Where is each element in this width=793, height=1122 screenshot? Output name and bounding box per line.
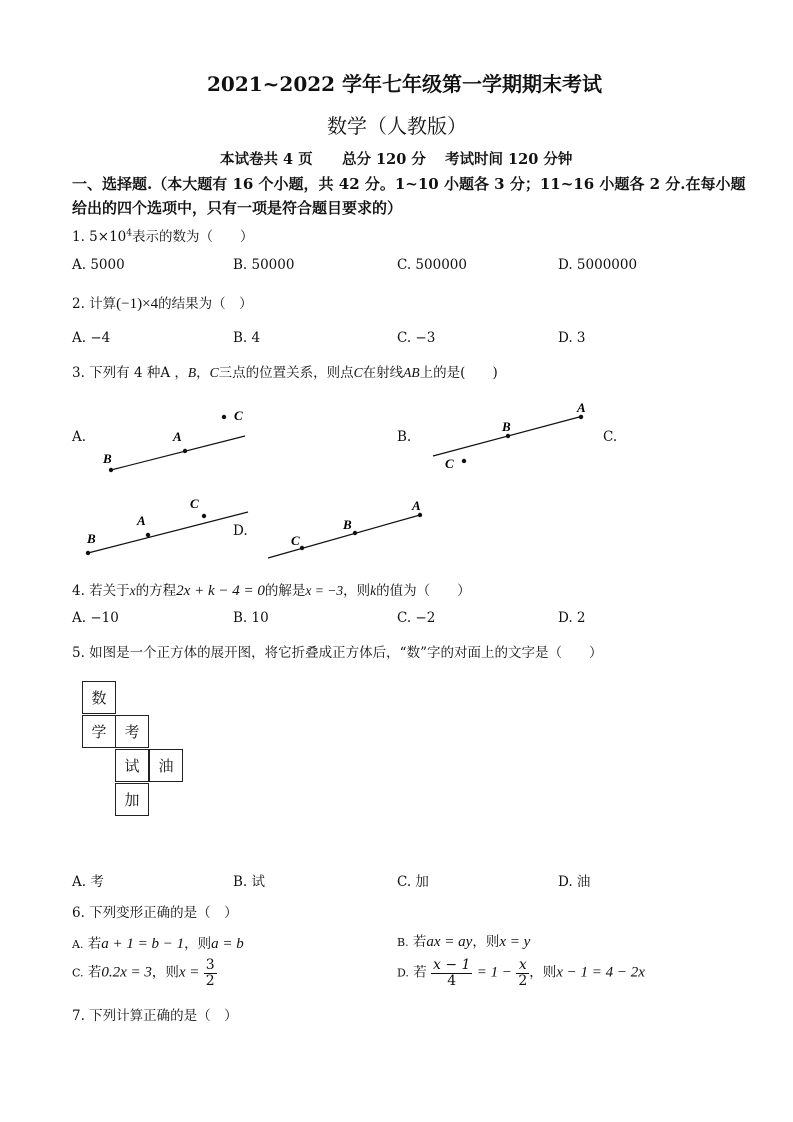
q4-text-e: 的值为（ ）	[376, 583, 471, 599]
figure-a-label-b: B	[103, 451, 112, 466]
info-pages: 本试卷共 4 页	[220, 151, 313, 168]
question-1	[72, 225, 254, 245]
figure-a-label-a: A	[173, 429, 182, 444]
figure-c-label-c: C	[190, 496, 199, 511]
q4-solution: x = −3	[305, 583, 344, 598]
q3-figure-a	[95, 400, 255, 480]
q1-option-a: A. 5000	[72, 257, 125, 273]
figure-a-point-a	[183, 449, 187, 453]
figure-b-point-a	[579, 415, 583, 419]
figure-d-label-a: A	[412, 498, 421, 513]
q6-b-equation: ax = ay	[426, 934, 473, 950]
figure-b-label-a: A	[577, 400, 586, 415]
figure-b-point-b	[506, 434, 510, 438]
figure-a-label-c: C	[234, 408, 243, 423]
q3-option-b-label: B.	[397, 429, 412, 445]
exam-subtitle: 数学（人教版）	[327, 114, 467, 138]
q6-d-numerator-1: x − 1	[433, 957, 471, 973]
q6-c-equation: 0.2x = 3	[101, 964, 152, 981]
q4-text-d: ，则	[343, 583, 371, 599]
q3-text-i: 上的是( )	[419, 365, 498, 381]
question-5: 5. 如图是一个正方体的展开图，将它折叠成正方体后，“数”字的对面上的文字是（ ）	[72, 645, 603, 661]
q3-text-e: 三点的位置关系，则点	[218, 365, 354, 381]
q6-a-text: 若	[87, 936, 102, 952]
q6-option-c	[72, 958, 217, 988]
q5-option-a: A. 考	[72, 874, 104, 890]
q4-text-b: 的方程	[135, 583, 177, 599]
q6-a-equation: a + 1 = b − 1	[101, 936, 185, 952]
q1-option-b: B. 50000	[233, 257, 295, 273]
figure-c-point-c	[202, 514, 206, 518]
q6-d-result: x − 1 = 4 − 2x	[556, 964, 645, 981]
figure-a-point-b	[109, 468, 113, 472]
q4-option-c: C. −2	[397, 610, 436, 626]
q6-d-fraction-2	[516, 958, 529, 988]
q4-k: k	[370, 583, 377, 598]
q6-d-label: D.	[397, 966, 409, 980]
q2-option-b: B. 4	[233, 330, 261, 346]
info-time: 考试时间 120 分钟	[445, 151, 573, 168]
figure-b-label-c: C	[445, 456, 454, 471]
q6-b-text: 若	[412, 934, 427, 950]
question-7: 7. 下列计算正确的是（ ）	[72, 1008, 238, 1024]
q2-expression: (−1)×4	[116, 296, 159, 312]
q2-option-a: A. −4	[72, 330, 111, 346]
q5-option-c: C. 加	[397, 874, 429, 890]
net-cell-shu: 数	[82, 681, 116, 714]
info-score: 总分 120 分	[342, 151, 426, 168]
q1-text: 表示的数为（ ）	[132, 229, 254, 245]
q6-d-denominator-2: 2	[518, 972, 528, 989]
q3-text-c: ，	[196, 365, 210, 381]
figure-c-label-b: B	[87, 531, 96, 546]
figure-c-point-b	[86, 551, 90, 555]
q6-d-text: 若	[413, 964, 427, 981]
q3-text-g: 在射线	[362, 365, 404, 381]
q3-option-d-label: D.	[233, 523, 248, 539]
net-cell-xue: 学	[82, 715, 116, 748]
q6-c-numerator: 3	[205, 957, 215, 973]
question-6: 6. 下列变形正确的是（ ）	[72, 905, 238, 921]
q6-a-then: ，则	[184, 936, 212, 952]
q1-exponent: 4	[126, 228, 132, 239]
q6-d-numerator-2: x	[516, 958, 529, 974]
q6-c-denominator: 2	[205, 972, 215, 989]
q2-prefix: 2. 计算	[72, 296, 117, 312]
q3-point-b: B	[187, 365, 197, 380]
figure-d-point-a	[418, 513, 422, 517]
q3-option-c-label: C.	[603, 429, 618, 445]
q6-option-d	[397, 958, 645, 988]
net-cell-you: 油	[149, 749, 183, 782]
net-cell-jia: 加	[115, 783, 149, 816]
q6-c-then: ，则	[151, 964, 179, 981]
q3-point-c: C	[209, 365, 219, 380]
q3-option-a-label: A.	[72, 429, 87, 445]
q6-d-denominator-1: 4	[447, 972, 457, 989]
figure-c-ray	[88, 512, 248, 553]
question-4	[72, 579, 471, 600]
q5-option-b: B. 试	[233, 874, 266, 890]
q6-c-label: C.	[72, 966, 84, 980]
q3-ray-ab: AB	[403, 365, 420, 380]
q4-equation: 2x + k − 4 = 0	[176, 583, 265, 599]
q3-figure-b	[425, 398, 595, 478]
q3-figure-d	[262, 494, 432, 564]
q1-option-d: D. 5000000	[558, 257, 638, 273]
q6-option-a	[72, 932, 244, 953]
figure-a-point-c	[222, 415, 226, 419]
figure-c-point-a	[146, 533, 150, 537]
q1-option-c: C. 500000	[397, 257, 467, 273]
section-heading-line1: 一、选择题.（本大题有 16 个小题，共 42 分。1~10 小题各 3 分；11~16 小题各 2 分.在每小题	[72, 175, 746, 193]
q5-option-d: D. 油	[558, 874, 591, 890]
figure-c-label-a: A	[137, 513, 146, 528]
q3-figure-c	[80, 492, 255, 562]
q3-point-c2: C	[353, 365, 363, 380]
q6-d-fraction-1	[431, 958, 472, 988]
q6-c-text: 若	[87, 964, 102, 981]
q4-variable: x	[129, 583, 136, 598]
q6-b-label: B.	[397, 936, 409, 949]
q6-d-middle: = 1 −	[476, 964, 513, 981]
net-cell-kao: 考	[115, 715, 149, 748]
question-3	[72, 361, 498, 381]
q4-option-a: A. −10	[72, 610, 119, 626]
q6-b-result: x = y	[499, 934, 531, 950]
q6-c-result: x =	[178, 964, 200, 981]
net-cell-shi: 试	[115, 749, 149, 782]
q6-option-b	[397, 930, 530, 951]
question-2	[72, 292, 253, 313]
q6-a-result: a = b	[211, 936, 244, 952]
q1-number: 1.	[72, 229, 90, 245]
figure-b-point-c	[462, 459, 466, 463]
q1-base: 5×10	[89, 229, 127, 245]
q4-text-c: 的解是	[264, 583, 306, 599]
q3-text-a: 3. 下列有 4 种A ，	[72, 365, 188, 381]
q6-a-label: A.	[72, 938, 84, 951]
exam-title: 2021~2022 学年七年级第一学期期末考试	[207, 72, 603, 96]
q6-d-then: ，则	[529, 964, 557, 981]
q4-option-b: B. 10	[233, 610, 269, 626]
figure-d-label-b: B	[343, 517, 352, 532]
q4-text-a: 4. 若关于	[72, 583, 130, 599]
q6-b-then: ，则	[472, 934, 500, 950]
figure-d-label-c: C	[291, 533, 300, 548]
figure-d-point-c	[300, 546, 304, 550]
figure-b-label-b: B	[502, 419, 511, 434]
q2-suffix: 的结果为（ ）	[158, 296, 253, 312]
q2-option-d: D. 3	[558, 330, 586, 346]
q4-option-d: D. 2	[558, 610, 586, 626]
section-heading-line2: 给出的四个选项中，只有一项是符合题目要求的）	[72, 199, 403, 217]
figure-d-point-b	[353, 531, 357, 535]
q2-option-c: C. −3	[397, 330, 436, 346]
q6-c-fraction	[204, 958, 217, 988]
